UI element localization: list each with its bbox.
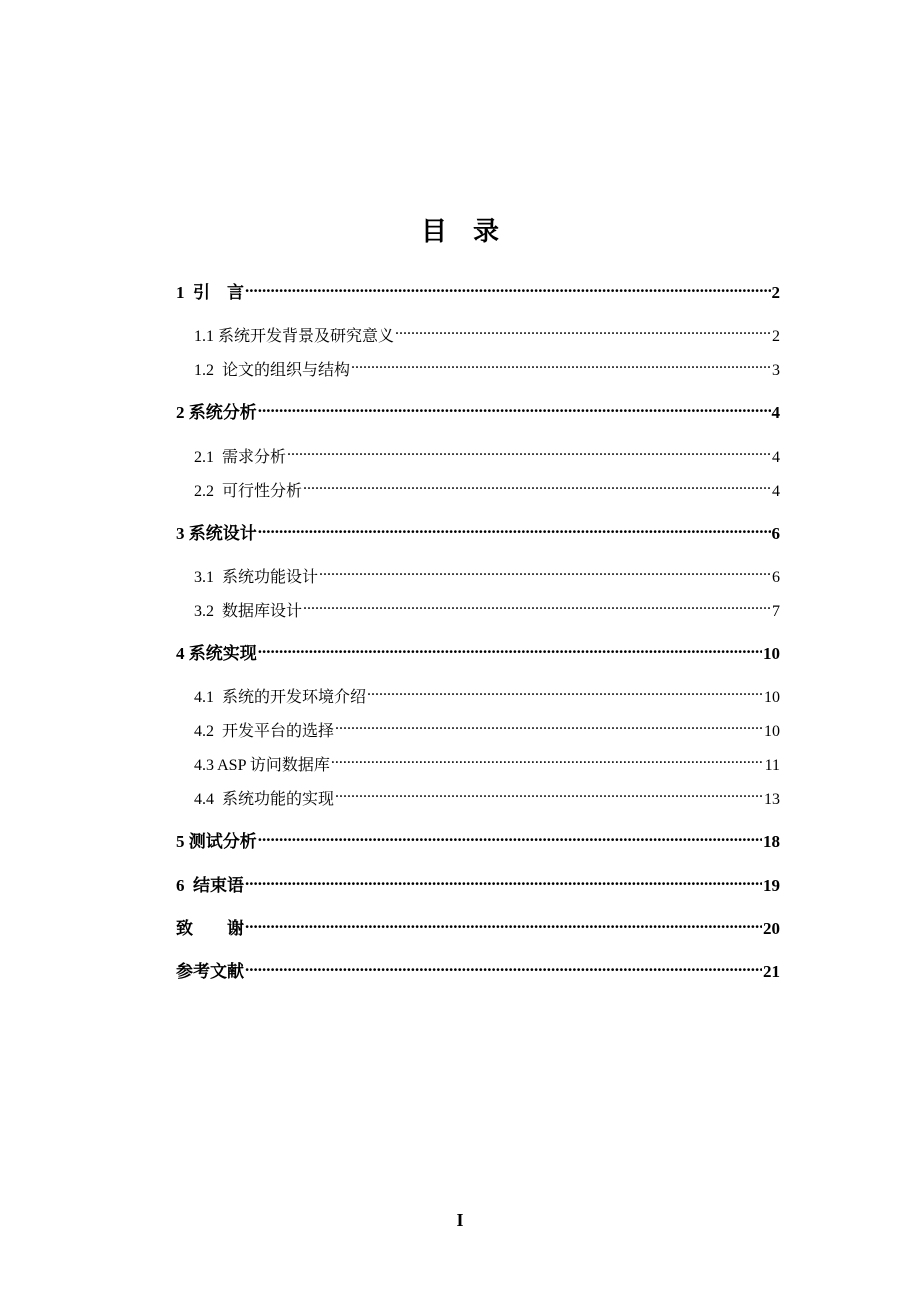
toc-entry[interactable] [194, 748, 780, 777]
toc-entry-page: 6 [771, 524, 780, 543]
toc-entry-label: 2 系统分析 [176, 403, 257, 422]
toc-dot-leader [395, 319, 771, 341]
toc-entry[interactable] [176, 825, 780, 853]
toc-entry-label: 1 引 言 [176, 283, 244, 302]
toc-dot-leader [245, 869, 762, 891]
toc-entry-page: 10 [763, 644, 780, 663]
toc-entry-label: 4.2 开发平台的选择 [194, 723, 335, 740]
toc-entry-page: 4 [771, 403, 780, 422]
toc-entry-page: 4 [772, 449, 780, 466]
toc-dot-leader [319, 560, 771, 582]
toc-entry-label: 4.1 系统的开发环境介绍 [194, 689, 367, 706]
toc-entry-page: 3 [772, 362, 780, 379]
toc-entry-label: 3.2 数据库设计 [194, 603, 303, 620]
toc-entry[interactable] [176, 276, 780, 304]
toc-entry[interactable] [194, 319, 780, 348]
toc-entry-page: 10 [764, 689, 780, 706]
toc-entry[interactable] [176, 869, 780, 897]
toc-entry-page: 6 [772, 569, 780, 586]
toc-entry[interactable] [194, 714, 780, 743]
toc-entry-label: 2.2 可行性分析 [194, 483, 303, 500]
page-title: 目 录 [420, 217, 499, 246]
toc-dot-leader [258, 396, 771, 418]
toc-entry[interactable] [194, 594, 780, 623]
toc-entry-page: 2 [772, 328, 780, 345]
toc-entry-label: 5 测试分析 [176, 832, 257, 851]
toc-entry-page: 20 [763, 919, 780, 938]
page-number: I [456, 1210, 464, 1230]
toc-dot-leader [258, 825, 762, 847]
toc-dot-leader [258, 637, 762, 659]
toc-entry-label: 参考文献 [176, 962, 244, 981]
toc-entry[interactable] [176, 517, 780, 545]
toc-entry-page: 2 [771, 283, 780, 302]
toc-entry[interactable] [194, 560, 780, 589]
toc-entry-label: 6 结束语 [176, 876, 244, 895]
toc-entry[interactable] [194, 680, 780, 709]
toc-dot-leader [367, 680, 763, 702]
toc-dot-leader [335, 782, 763, 804]
toc-dot-leader [335, 714, 763, 736]
toc-entry-label: 4 系统实现 [176, 644, 257, 663]
toc-entry-page: 10 [764, 723, 780, 740]
toc-entry[interactable] [176, 637, 780, 665]
toc-dot-leader [245, 276, 771, 298]
toc-entry-label: 1.1 系统开发背景及研究意义 [194, 328, 395, 345]
toc-dot-leader [303, 474, 771, 496]
toc-entry-label: 1.2 论文的组织与结构 [194, 362, 351, 379]
toc-entry-label: 3 系统设计 [176, 524, 257, 543]
toc-dot-leader [351, 353, 771, 375]
toc-entry[interactable] [176, 912, 780, 940]
toc-entry-label: 4.3 ASP 访问数据库 [194, 757, 330, 774]
toc-entry-page: 4 [772, 483, 780, 500]
toc-entry-page: 7 [772, 603, 780, 620]
toc-entry-page: 11 [764, 757, 780, 774]
toc-dot-leader [287, 440, 771, 462]
toc-entry-label: 3.1 系统功能设计 [194, 569, 319, 586]
toc-entry-label: 致 谢 [176, 919, 244, 938]
toc-entry-label: 4.4 系统功能的实现 [194, 791, 335, 808]
toc-entry[interactable] [194, 440, 780, 469]
toc-dot-leader [245, 955, 762, 977]
toc-entry[interactable] [194, 474, 780, 503]
toc-entry[interactable] [176, 396, 780, 424]
toc-entry-page: 18 [763, 832, 780, 851]
toc-entry[interactable] [176, 955, 780, 983]
toc-entry-page: 21 [763, 962, 780, 981]
toc-dot-leader [331, 748, 764, 770]
toc-entry-page: 19 [763, 876, 780, 895]
toc-dot-leader [303, 594, 771, 616]
toc-entry[interactable] [194, 782, 780, 811]
toc-entry-label: 2.1 需求分析 [194, 449, 287, 466]
toc-entry[interactable] [194, 353, 780, 382]
toc-entry-page: 13 [764, 791, 780, 808]
toc-dot-leader [245, 912, 762, 934]
toc-dot-leader [258, 517, 771, 539]
